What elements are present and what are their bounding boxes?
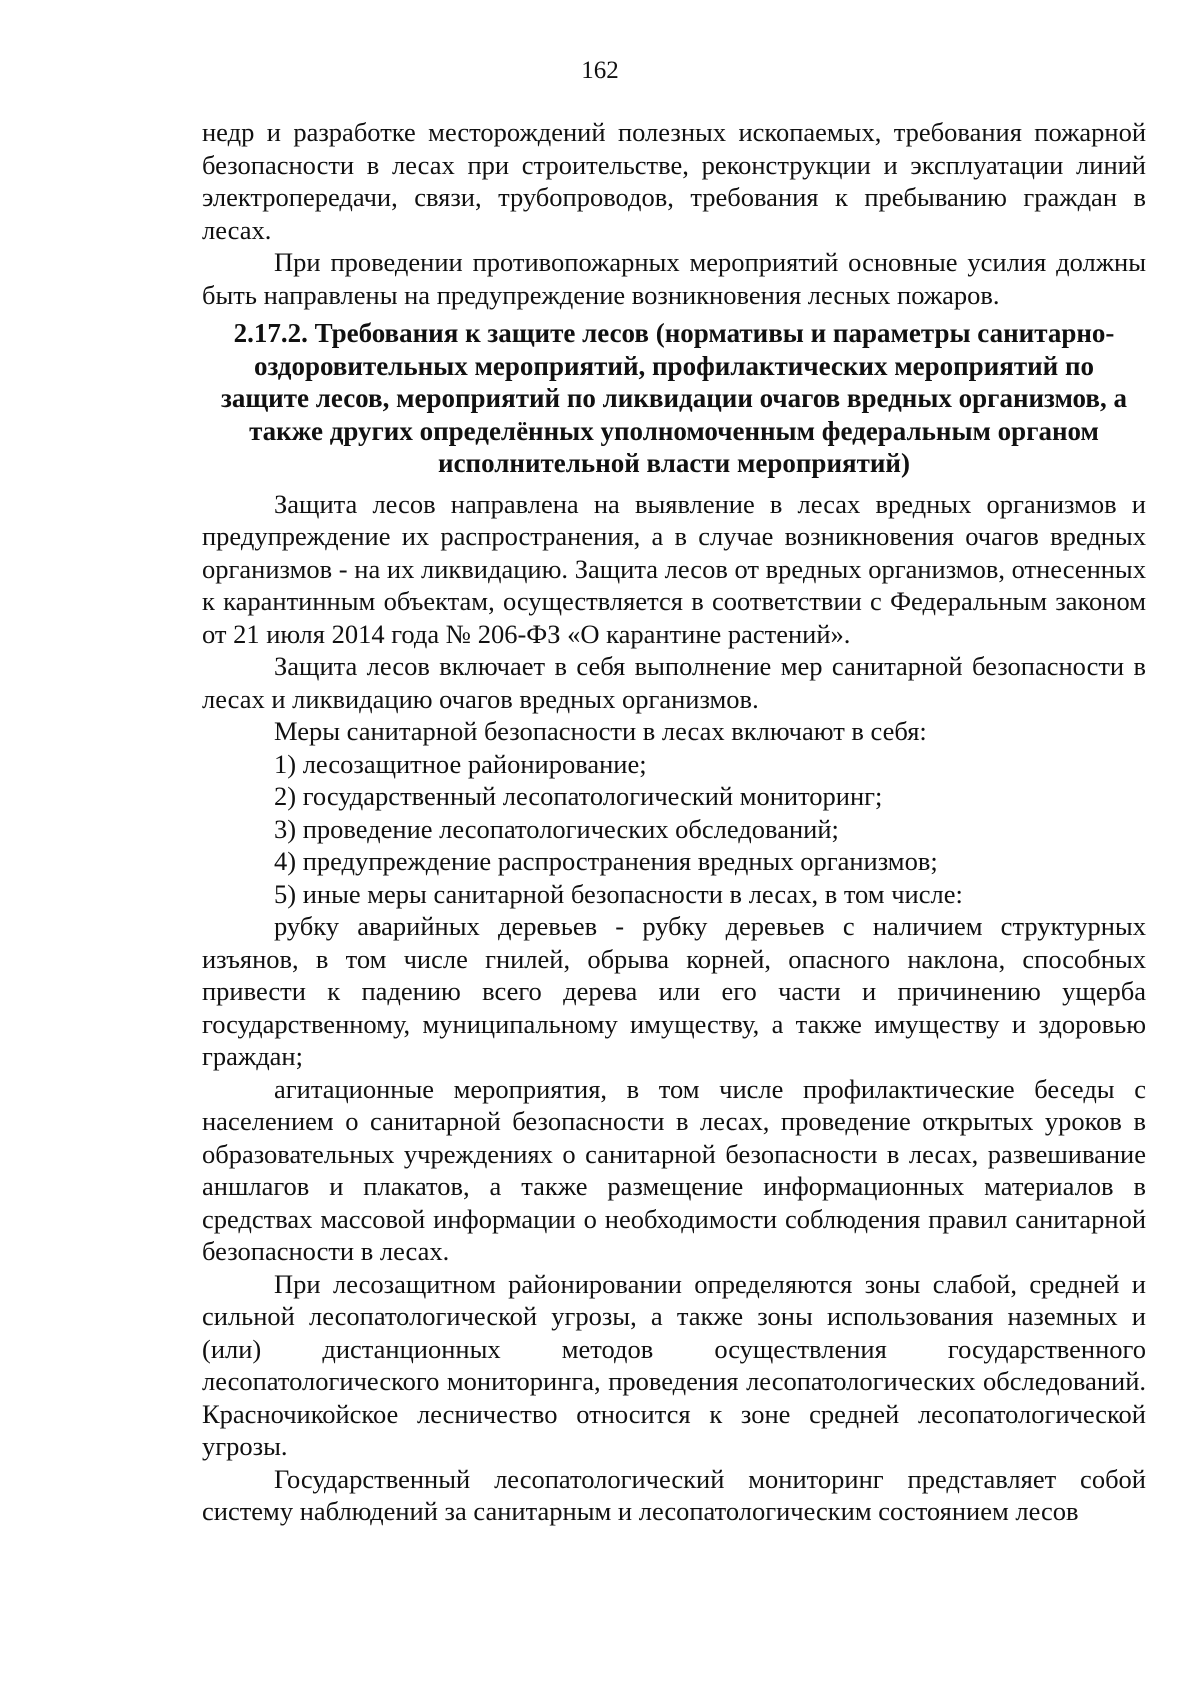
document-body [202, 116, 1146, 1528]
list-item: 3) проведение лесопатологических обследований; [274, 813, 839, 844]
list-item: 4) предупреждение распространения вредных организмов; [274, 846, 938, 876]
paragraph: недр и разработке месторождений полезных ископаемых, требования пожарной безопасности в лесах при строительстве, реконструкции и эксплуатации линий электропередачи, связи, трубопроводов, требования к пребыванию граждан в лесах. [202, 117, 1146, 245]
paragraph: агитационные мероприятия, в том числе профилактические беседы с населением о санитарной безопасности в лесах, проведение открытых уроков в образовательных учреждениях о санитарной безопасности в лесах, развешивание аншлагов и плакатов, а также размещение информационных материалов в средствах массовой информации о необходимости соблюдения правил санитарной безопасности в лесах. [202, 1073, 1146, 1266]
paragraph: рубку аварийных деревьев - рубку деревьев с наличием структурных изъянов, в том числе гнилей, обрыва корней, опасного наклона, способных привести к падению всего дерева или его части и причинению ущерба государственному, муниципальному имуществу, а также имуществу и здоровью граждан; [202, 911, 1146, 1071]
paragraph: При проведении противопожарных мероприятий основные усилия должны быть направлены на предупреждение возникновения лесных пожаров. [202, 247, 1146, 310]
paragraph: Защита лесов направлена на выявление в лесах вредных организмов и предупреждение их распространения, а в случае возникновения очагов вредных организмов - на их ликвидацию. Защита лесов от вредных организмов, отнесенных к карантинным объектам, осуществляется в соответствии с Федеральным законом от 21 июля 2014 года № 206-ФЗ «О карантине растений». [202, 488, 1146, 649]
paragraph: Меры санитарной безопасности в лесах включают в себя: [274, 716, 927, 746]
page-number: 162 [581, 57, 619, 84]
list-item: 2) государственный лесопатологический мониторинг; [274, 781, 883, 811]
list-item: 1) лесозащитное районирование; [274, 748, 647, 779]
section-heading: 2.17.2. Требования к защите лесов (нормативы и параметры санитарно-оздоровительных мероприятий, профилактических мероприятий по защите лесов, мероприятий по ликвидации очагов вредных организмов, а также других определённых уполномоченным федеральным органом исполнительной власти мероприятий) [221, 318, 1127, 478]
paragraph: При лесозащитном районировании определяются зоны слабой, средней и сильной лесопатологической угрозы, а также зоны использования наземных и (или) дистанционных методов осуществления государственного лесопатологического мониторинга, проведения лесопатологических обследований. Красночикойское лесничество относится к зоне средней лесопатологической угрозы. [202, 1268, 1146, 1461]
list-item: 5) иные меры санитарной безопасности в лесах, в том числе: [274, 878, 963, 909]
paragraph: Защита лесов включает в себя выполнение мер санитарной безопасности в лесах и ликвидацию очагов вредных организмов. [202, 651, 1146, 714]
paragraph: Государственный лесопатологический мониторинг представляет собой систему наблюдений за санитарным и лесопатологическим состоянием лесов [202, 1463, 1146, 1526]
